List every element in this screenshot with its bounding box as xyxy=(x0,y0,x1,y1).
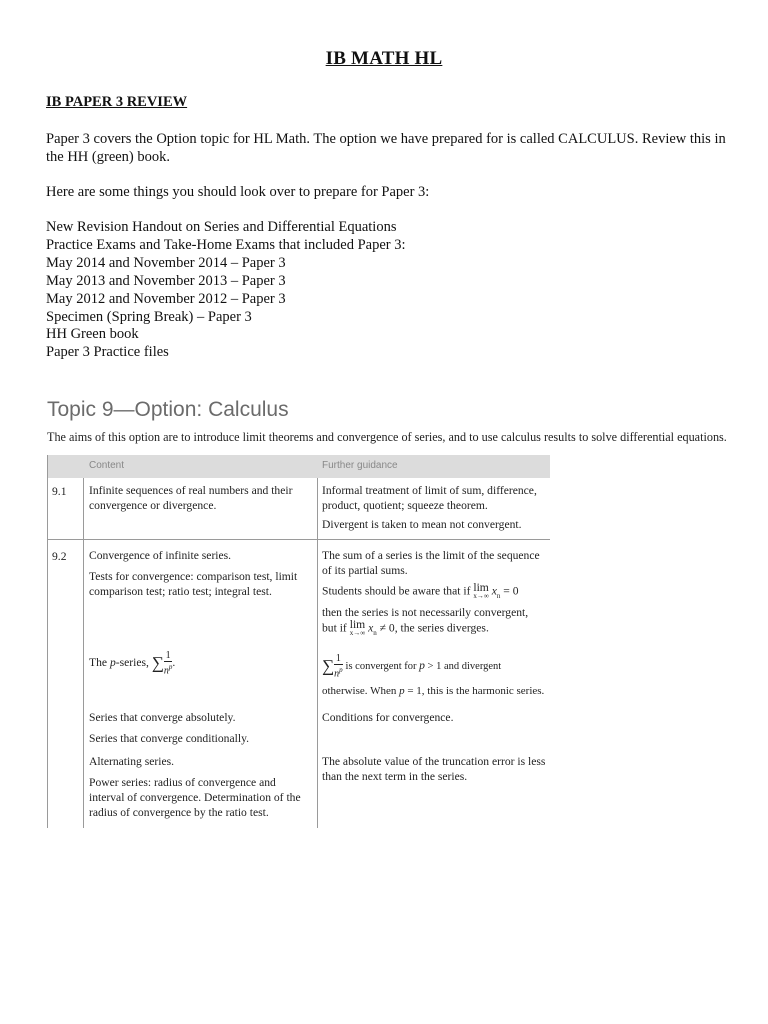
list-item: May 2012 and November 2012 – Paper 3 xyxy=(46,290,286,307)
row-number: 9.2 xyxy=(52,550,67,563)
row-content: Alternating series. xyxy=(89,755,174,768)
column-header-guidance: Further guidance xyxy=(322,460,398,471)
row-guidance: The sum of a series is the limit of the sequence of its partial sums. xyxy=(322,549,540,577)
list-item: Paper 3 Practice files xyxy=(46,344,169,361)
formula-text: -series, xyxy=(115,655,152,669)
section-subtitle: IB PAPER 3 REVIEW xyxy=(46,94,188,110)
table-row-divider xyxy=(47,539,550,540)
sigma-symbol: ∑ xyxy=(151,653,164,673)
row-content: Series that converge absolutely. xyxy=(89,711,236,724)
list-item: HH Green book xyxy=(46,326,139,343)
formula-text: The xyxy=(89,655,110,669)
syllabus-table xyxy=(47,455,550,828)
row-guidance: Divergent is taken to mean not convergent. xyxy=(322,518,522,531)
row-guidance: The absolute value of the truncation error is less than the next term in the series. xyxy=(322,755,546,783)
row-content: Infinite sequences of real numbers and their convergence or divergence. xyxy=(89,484,293,512)
topic-heading: Topic 9—Option: Calculus xyxy=(47,398,289,421)
page-title: IB MATH HL xyxy=(325,48,443,69)
row-content: Tests for convergence: comparison test, limit comparison test; ratio test; integral test. xyxy=(89,570,298,598)
table-divider xyxy=(83,478,84,828)
row-content: Convergence of infinite series. xyxy=(89,549,232,562)
p-series-formula xyxy=(89,650,311,676)
limit-statement: Students should be aware that if lim x→∞ $x_n = 0$ xyxy=(322,581,519,600)
column-header-content: Content xyxy=(89,460,125,471)
limit-statement: but if lim x→∞ $x_n \ne 0$, the series diverges. xyxy=(322,618,489,637)
checklist xyxy=(46,219,406,362)
formula-text: . xyxy=(172,655,176,669)
row-guidance: then the series is not necessarily convergent, xyxy=(322,606,529,619)
row-number: 9.1 xyxy=(52,485,67,498)
fraction: $\frac{1}{n^p}$ xyxy=(163,650,173,677)
list-item: May 2013 and November 2013 – Paper 3 xyxy=(46,272,286,289)
p-series-convergence: ∑ $\frac{1}{n^p}$ is convergent for p > 1 and divergent xyxy=(322,653,502,680)
limit-operator: lim x→∞ xyxy=(473,581,489,600)
list-item: May 2014 and November 2014 – Paper 3 xyxy=(46,254,286,271)
list-item: New Revision Handout on Series and Differential Equations xyxy=(46,219,397,235)
row-guidance: Informal treatment of limit of sum, difference, product, quotient; squeeze theorem. xyxy=(322,484,537,512)
row-guidance: Conditions for convergence. xyxy=(322,711,454,724)
row-content: Series that converge conditionally. xyxy=(89,732,250,745)
row-guidance: otherwise. When p = 1, this is the harmonic series. xyxy=(322,685,545,697)
table-divider xyxy=(317,478,318,828)
table-header xyxy=(47,455,550,478)
table-border xyxy=(47,455,48,828)
list-item: Specimen (Spring Break) – Paper 3 xyxy=(46,308,252,325)
intro-paragraph-2: Here are some things you should look over to prepare for Paper 3: xyxy=(46,184,430,200)
limit-operator: lim x→∞ xyxy=(349,618,366,637)
sigma-symbol: ∑ xyxy=(322,656,335,676)
topic-aims: The aims of this option are to introduce limit theorems and convergence of series, and to use calculus results to solve differential equations. xyxy=(47,430,727,444)
fraction: $\frac{1}{n^p}$ xyxy=(334,653,343,680)
list-item: Practice Exams and Take-Home Exams that included Paper 3: xyxy=(46,236,406,253)
row-content: Power series: radius of convergence and interval of convergence. Determination of the radius of convergence by the ratio test. xyxy=(89,776,301,819)
formula-text: p xyxy=(109,655,116,669)
intro-paragraph-1: Paper 3 covers the Option topic for HL Math. The option we have prepared for is called CALCULUS. Review this in the HH (green) book. xyxy=(46,131,726,165)
